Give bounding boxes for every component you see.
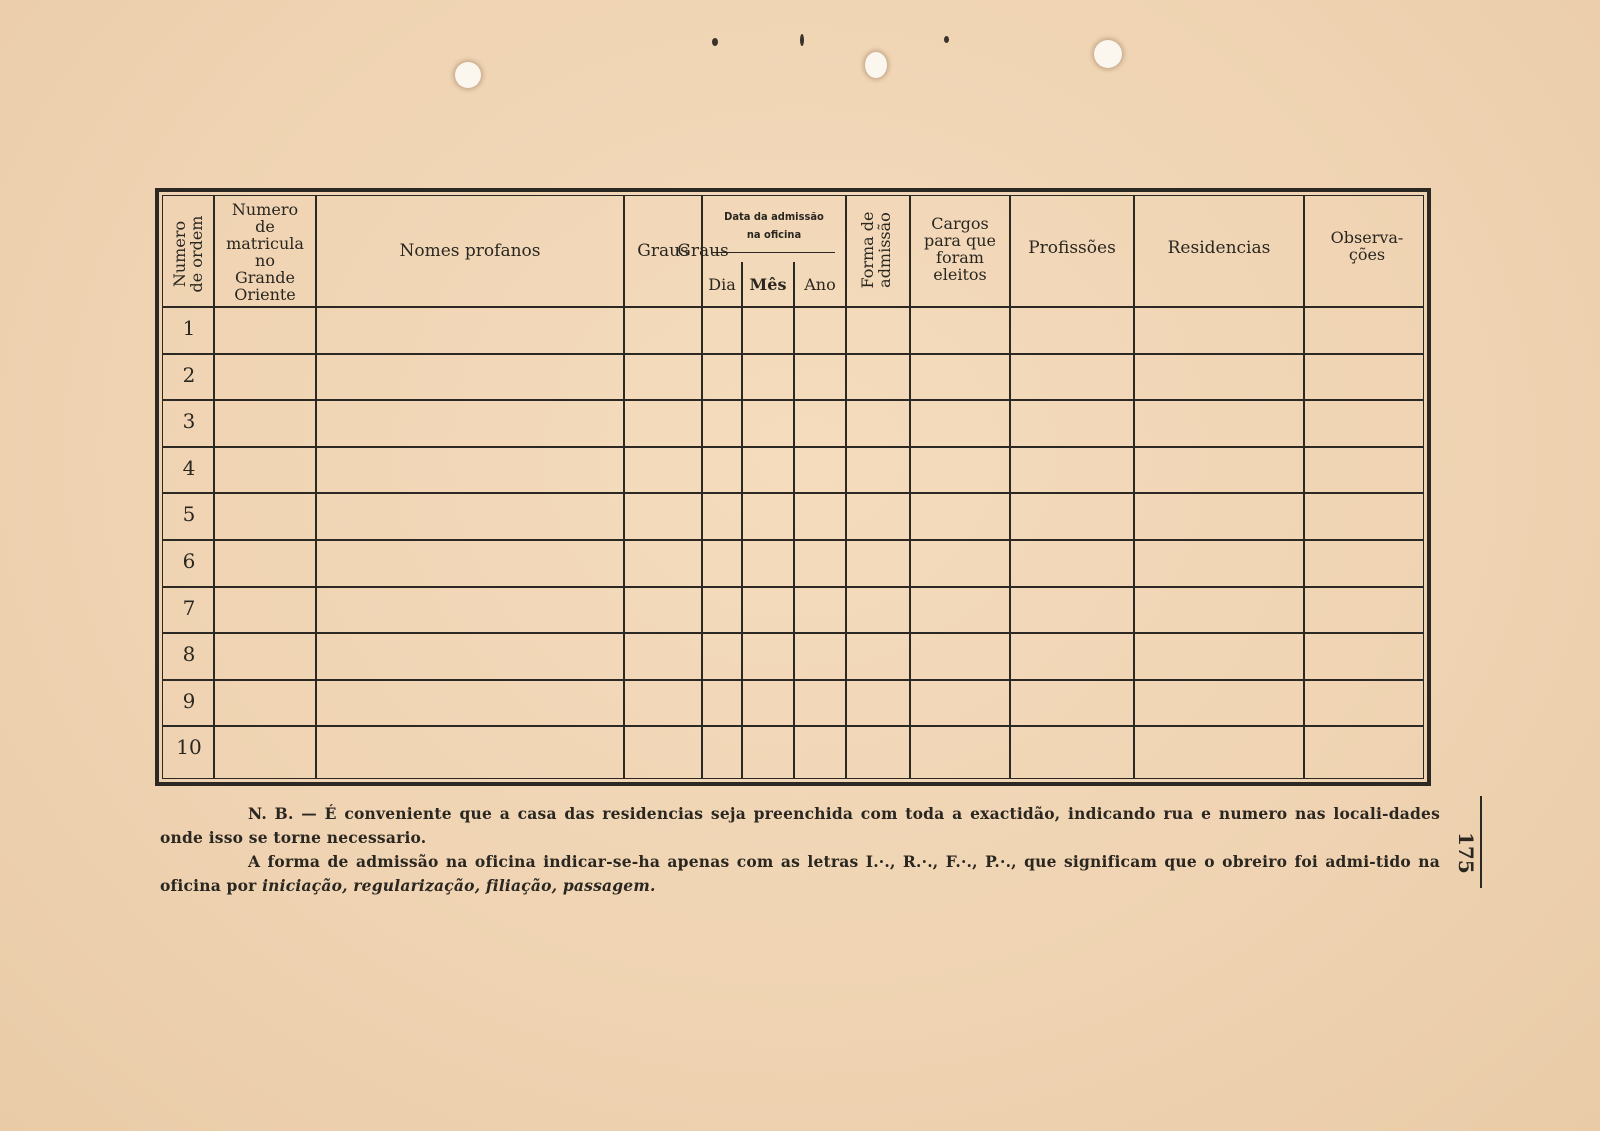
header-line: de ordem	[187, 215, 206, 293]
col-divider	[845, 196, 847, 778]
header-line: Observa-	[1330, 228, 1404, 247]
header-dia: Dia	[708, 274, 736, 294]
row-number: 9	[182, 688, 196, 713]
ink-speck	[712, 38, 718, 46]
row-divider	[163, 399, 1423, 401]
ink-speck	[800, 34, 804, 46]
header-cargos	[911, 206, 1009, 292]
footnote-paragraph-1: N. B. — É conveniente que a casa das residencias seja preenchida com toda a exactidão, indicando rua e numero nas locali-dades onde isso se torne necessario.	[160, 804, 1440, 847]
row-divider	[163, 353, 1423, 355]
footnote-text: A forma de admissão na oficina indicar-se-ha apenas com as letras I.·., R.·., F.·., P.·., que significam que o obreiro foi admi-tido na oficina por	[160, 852, 1440, 895]
page-number-rule	[1480, 796, 1482, 888]
header-forma-admissao	[859, 196, 895, 304]
row-divider	[163, 446, 1423, 448]
header-graus-label: Graus	[637, 240, 689, 261]
header-line: eleitos	[933, 265, 987, 284]
row-number: 7	[182, 595, 196, 620]
header-line: na oficina	[746, 228, 802, 241]
row-number: 2	[182, 362, 196, 387]
header-data-admissao	[703, 206, 845, 246]
row-divider	[163, 679, 1423, 681]
row-divider	[163, 586, 1423, 588]
row-number: 4	[182, 455, 196, 480]
header-line: Oriente	[234, 285, 296, 304]
page-number: 175	[1454, 832, 1478, 874]
row-number: 5	[182, 502, 196, 527]
header-numero-ordem	[171, 200, 207, 308]
header-residencias: Residencias	[1167, 237, 1271, 258]
col-divider	[741, 262, 743, 778]
header-nomes-profanos: Nomes profanos	[399, 240, 541, 261]
header-line: Forma de	[858, 211, 877, 289]
row-number: 8	[182, 642, 196, 667]
header-matricula	[215, 200, 315, 304]
footnote-italic: iniciação, regularização, filiação, passagem.	[262, 876, 656, 895]
header-line: Grande	[235, 268, 295, 287]
header-observacoes	[1305, 216, 1429, 276]
punch-hole	[865, 52, 887, 78]
header-profissoes: Profissões	[1028, 237, 1116, 258]
row-divider	[163, 492, 1423, 494]
row-number: 10	[176, 735, 202, 760]
header-line: para que	[923, 231, 997, 250]
header-line: foram	[936, 248, 984, 267]
row-divider	[163, 539, 1423, 541]
header-line: Data da admissão	[724, 210, 824, 223]
header-line: Numero	[231, 200, 299, 219]
row-number: 6	[182, 549, 196, 573]
col-divider	[1303, 196, 1305, 778]
header-line: de	[255, 217, 275, 236]
date-subheader-divider	[711, 252, 835, 253]
row-number: 1	[182, 316, 196, 340]
header-mes: Mês	[749, 274, 787, 294]
row-divider	[163, 725, 1423, 727]
footnote	[160, 802, 1440, 898]
row-number: 3	[182, 409, 196, 434]
header-ano: Ano	[804, 274, 836, 294]
ledger-table	[155, 188, 1431, 786]
header-line: admissão	[875, 212, 894, 288]
ink-speck	[944, 36, 949, 43]
header-line: ções	[1348, 245, 1386, 264]
col-divider	[793, 262, 795, 778]
footnote-paragraph-2	[160, 850, 1440, 898]
header-line: no	[255, 251, 275, 270]
header-line: matricula	[226, 234, 304, 253]
ledger-inner-frame: Numero de ordem Numero de matricula no Grande Oriente Nomes profanos Graus Graus Data da admissão na oficina Dia Mês Ano Forma de admissão Cargos para que foram eleitos Profissões Residencias Observa- ções 1 2 3 4 5 6 7 8 9 10	[162, 195, 1424, 779]
header-line: Cargos	[931, 214, 989, 233]
punch-hole	[455, 62, 481, 88]
row-divider	[163, 632, 1423, 634]
header-line: Numero	[170, 220, 189, 288]
punch-hole	[1094, 40, 1122, 68]
